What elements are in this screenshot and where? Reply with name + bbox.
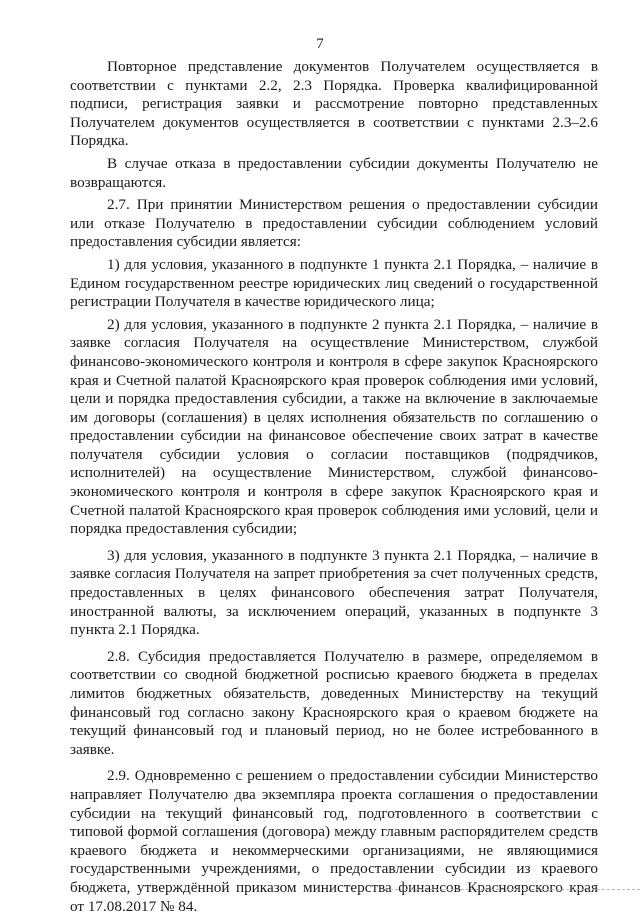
paragraph-2-9: 2.9. Одновременно с решением о предоставлении субсидии Министерство направляет Получателю два экземпляра проекта соглашения о предоставлении субсидии на текущий финансовый год, подготовленного в соответствии с типовой формой соглашения (договора) между главным распорядителем средств краевого бюджета и некоммерческими организациями, не являющимися государственными учреждениями, о предоставлении субсидии из краевого бюджета, утверждённой приказом министерства финансов Красноярского края от 17.08.2017 № 84. (70, 767, 598, 915)
list-item-condition-2: 2) для условия, указанного в подпункте 2 пункта 2.1 Порядка, – наличие в заявке согласия Получателя на осуществление Министерством, службой финансово-экономического контроля и контроля в сфере закупок Красноярского края и Счетной палатой Красноярского края проверок соблюдения ими условий, цели и порядка предоставления субсидии, а также на включение в заключаемые им договоры (соглашения) в целях исполнения обязательств по соглашению о предоставлении субсидии на финансовое обеспечение своих затрат в качестве получателя субсидии условия о согласии поставщиков (подрядчиков, исполнителей) на осуществление Министерством, службой финансово-экономического контроля и контроля в сфере закупок Красноярского края и Счетной палатой Красноярского края проверок соблюдения ими условий, цели и порядка предоставления субсидии; (70, 315, 598, 538)
paragraph-refusal-documents: В случае отказа в предоставлении субсидии документы Получателю не возвращаются. (70, 154, 598, 191)
paragraph-2-7: 2.7. При принятии Министерством решения о предоставлении субсидии или отказе Получателю в предоставлении субсидии соблюдением условий предоставления субсидии является: (70, 196, 598, 251)
list-item-condition-3: 3) для условия, указанного в подпункте 3 пункта 2.1 Порядка, – наличие в заявке согласия Получателя на запрет приобретения за счет полученных средств, предоставленных в целях финансового обеспечения затрат Получателя, иностранной валюты, за исключением операций, указанных в подпункте 3 пункта 2.1 Порядка. (70, 546, 598, 639)
document-body (70, 58, 598, 920)
paragraph-2-8: 2.8. Субсидия предоставляется Получателю в размере, определяемом в соответствии со сводной бюджетной росписью краевого бюджета в пределах лимитов бюджетных обязательств, доведенных Министерству на текущий финансовый год согласно закону Красноярского края о краевом бюджете на текущий финансовый год и плановый период, но не более истребованного в заявке. (70, 647, 598, 758)
scan-edge-line (385, 889, 640, 890)
page-number: 7 (316, 36, 324, 52)
paragraph-resubmission: Повторное представление документов Получателем осуществляется в соответствии с пунктами 2.2, 2.3 Порядка. Проверка квалифицированной подписи, регистрация заявки и рассмотрение повторно представленных Получателем документов осуществляется в соответствии с пунктами 2.3–2.6 Порядка. (70, 58, 598, 150)
list-item-condition-1: 1) для условия, указанного в подпункте 1 пункта 2.1 Порядка, – наличие в Едином государственном реестре юридических лиц сведений о государственной регистрации Получателя в качестве юридического лица; (70, 255, 598, 311)
